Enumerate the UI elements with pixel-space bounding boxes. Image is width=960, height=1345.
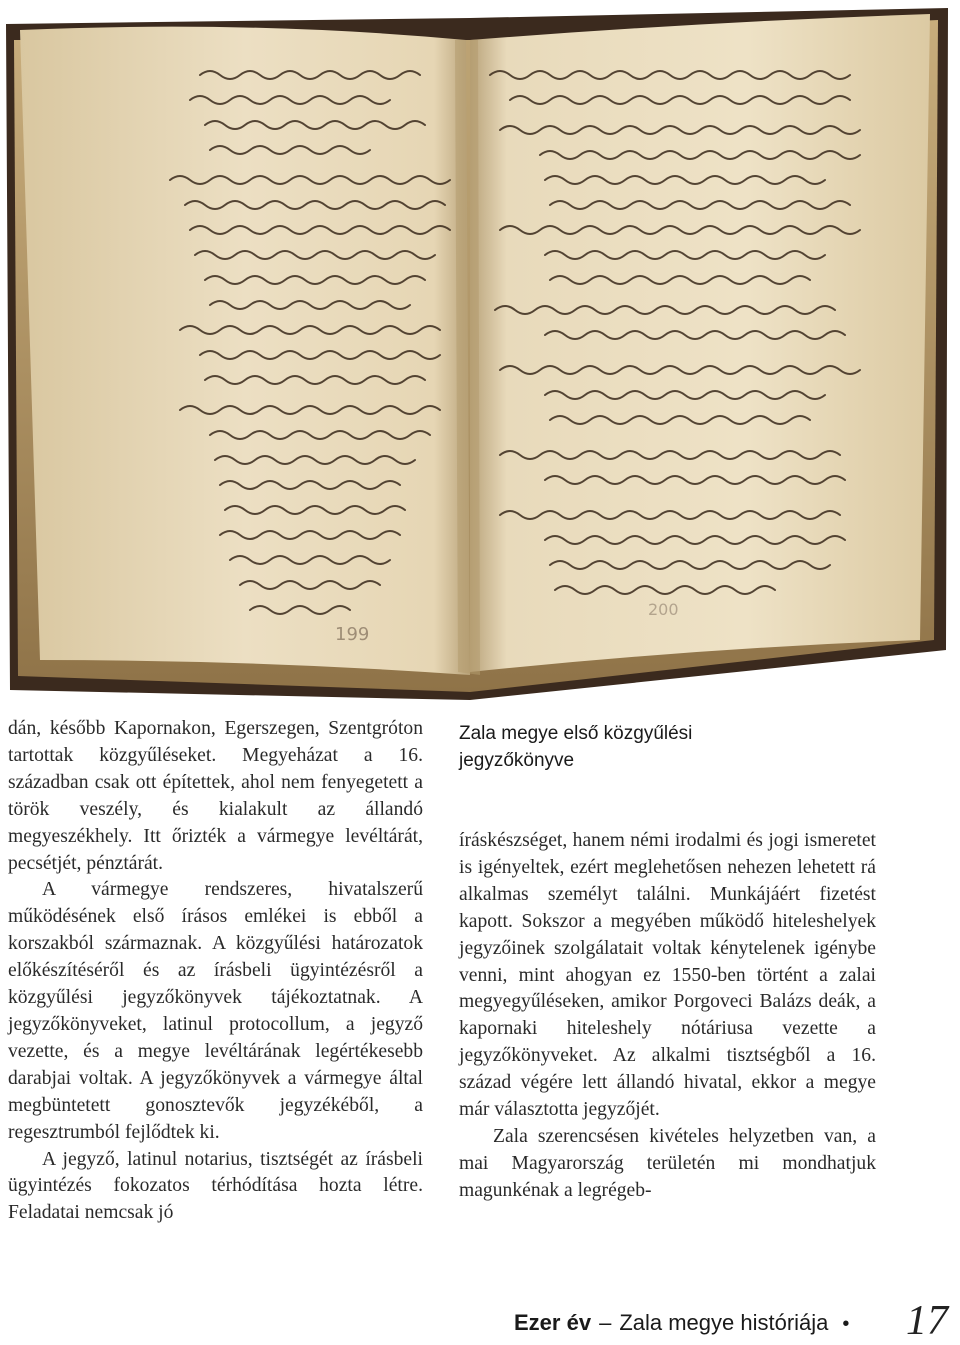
right-text-column (459, 828, 876, 1205)
footer-dash: – (599, 1310, 612, 1335)
photo-caption (459, 720, 879, 774)
paragraph: dán, később Kapornakon, Egerszegen, Szentgróton tartottak közgyűléseket. Megyeházat a 16. században csak ott építettek, ahol nem fenyegetett a török veszély, és kialakult az állandó megyeszékhely. Itt őrizték a vármegye levéltárát, pecsétjét, pénztárát. (8, 718, 423, 874)
left-text-column (8, 716, 423, 1227)
paragraph: íráskészséget, hanem némi irodalmi és jogi ismeretet is igényeltek, ezért meglehetősen nehezen lehetett rá alkalmas személyt találni. Munkájáért fizetést kapott. Sokszor a megyében működő hiteleshelyek jegyzőinek szolgálatait voltak kénytelenek igénybe venni, mint ahogyan ez 1550-ben történt a zalai megyegyűléseken, amikor Porgoveci Balázs deák, a kapornaki hiteleshely nótáriusa vezette a jegyzőkönyveket. Az alkalmi tisztségből a 16. század végére lett állandó hivatal, ekkor a megye már választotta jegyzőjét. (459, 830, 876, 1121)
caption-line-1: Zala megye első közgyűlési (459, 723, 693, 744)
caption-line-2: jegyzőkönyve (459, 750, 575, 771)
paragraph: A jegyző, latinul notarius, tisztségét az írásbeli ügyintézés fokozatos térhódítása hozta létre. Feladatai nemcsak jó (8, 1148, 423, 1224)
right-page (470, 14, 930, 672)
footer-subtitle: Zala megye históriája (619, 1310, 829, 1335)
running-footer (514, 1310, 849, 1344)
footer-title: Ezer év (514, 1310, 592, 1335)
page-number: 17 (906, 1298, 948, 1344)
paragraph: A vármegye rendszeres, hivatalszerű működésének első írásos emlékei is ebből a korszakból származnak. A közgyűlési határozatok előkészítéséről és az írásbeli ügyintézésről a közgyűlési jegyzőkönyvek tájékoztatnak. A jegyzőkönyveket, latinul protocollum, a jegyző vezette, és a megye levéltárának legértékesebb darabjai voltak. A jegyzőkönyvek a vármegye által megbüntetett gonosztevők jegyzékéből, a regesztrumból fejlődtek ki. (8, 879, 423, 1143)
footer-bullet-icon: • (842, 1313, 850, 1335)
page-mark-left: 199 (335, 624, 370, 645)
paragraph: Zala szerencsésen kivételes helyzetben van, a mai Magyarország területén mi mondhatjuk magunkénak a legrégeb- (459, 1125, 876, 1201)
page-mark-right: 200 (648, 600, 679, 619)
